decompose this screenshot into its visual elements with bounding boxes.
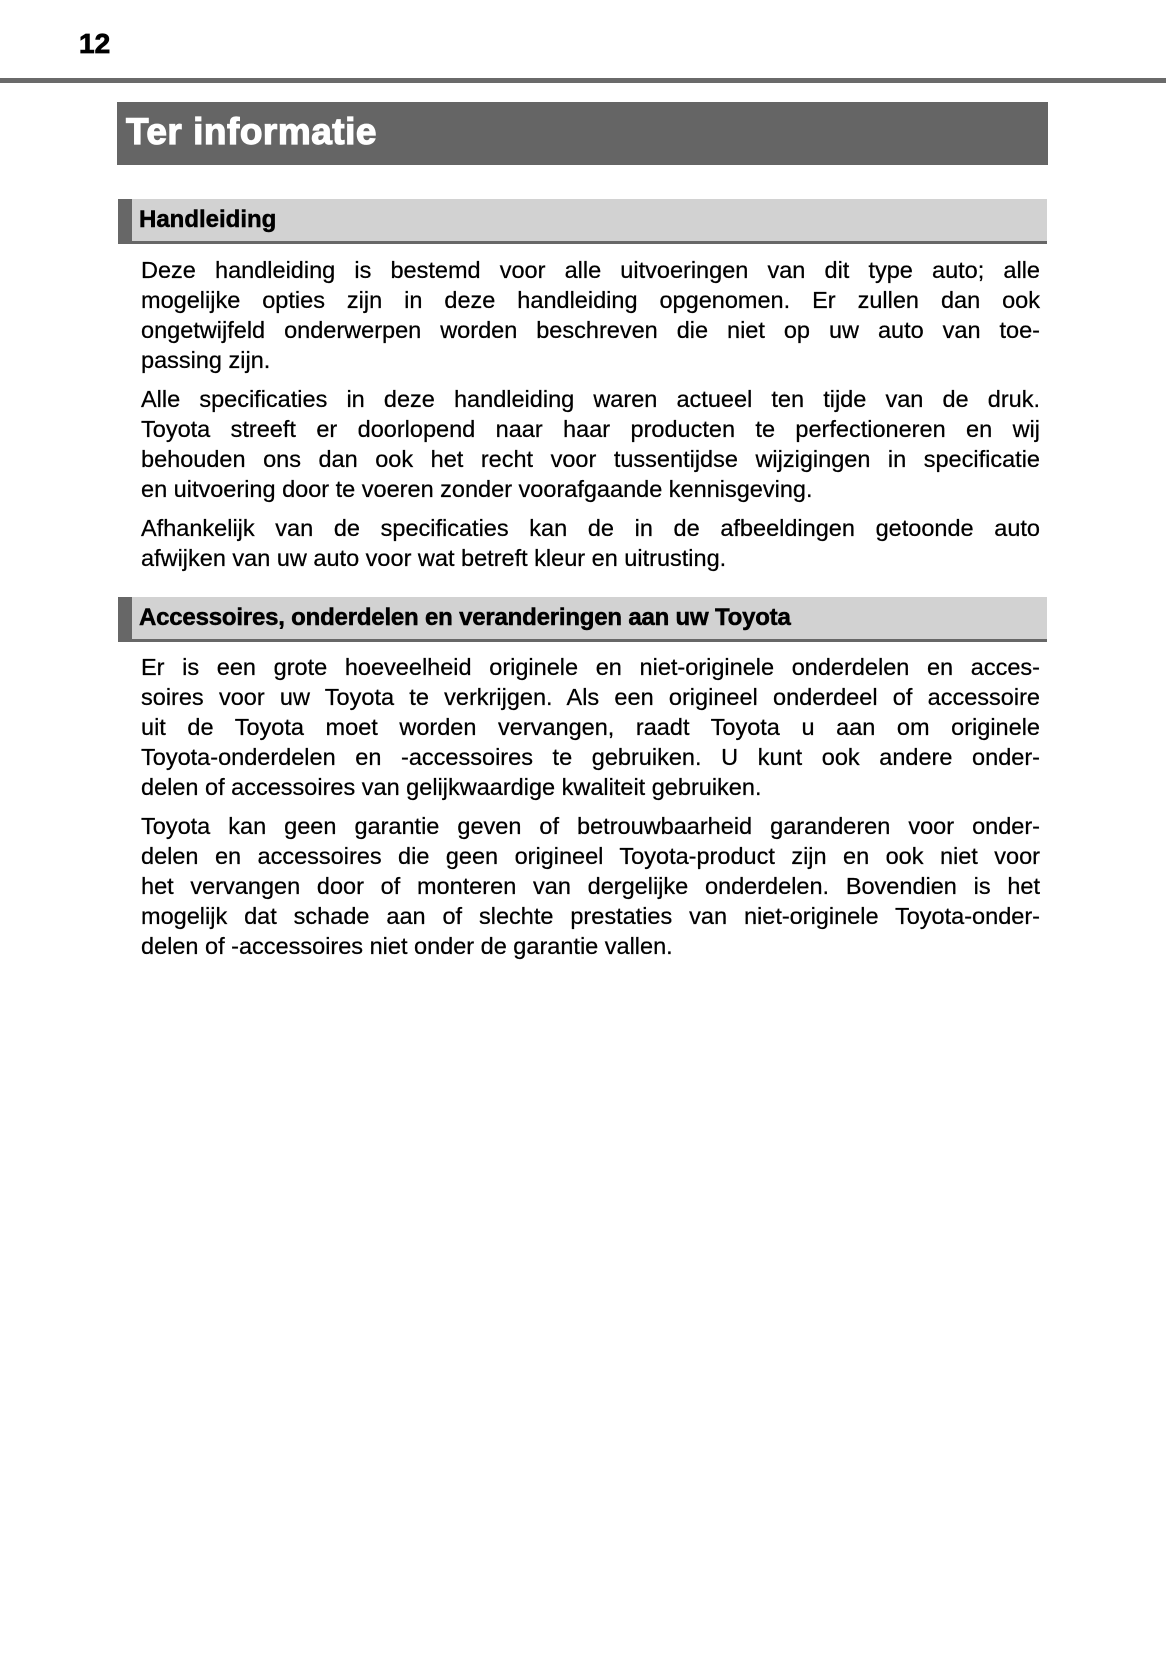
text-line: Er is een grote hoeveelheid originele en niet-originele onderdelen en acces- [141, 654, 1040, 680]
section-heading: Accessoires, onderdelen en veranderingen aan uw Toyota [139, 604, 791, 631]
text-line: mogelijk dat schade aan of slechte prestaties van niet-originele Toyota-onder- [141, 903, 1040, 929]
text-line: delen of -accessoires niet onder de garantie vallen. [141, 933, 673, 959]
paragraph [141, 811, 1040, 961]
text-line: en uitvoering door te voeren zonder voorafgaande kennisgeving. [141, 476, 813, 502]
paragraph [141, 513, 1040, 573]
text-line: behouden ons dan ook het recht voor tussentijdse wijzigingen in specificatie [141, 446, 1040, 472]
text-line: mogelijke opties zijn in deze handleiding opgenomen. Er zullen dan ook [141, 287, 1040, 313]
chapter-title-bar [117, 102, 1048, 165]
section-body-handleiding [141, 255, 1040, 582]
header-rule [0, 78, 1166, 83]
text-line: Toyota streeft er doorlopend naar haar producten te perfectioneren en wij [141, 416, 1040, 442]
text-line: Afhankelijk van de specificaties kan de in de afbeeldingen getoonde auto [141, 515, 1040, 541]
page-number: 12 [79, 28, 111, 59]
paragraph [141, 652, 1040, 802]
text-line: Toyota-onderdelen en -accessoires te gebruiken. U kunt ook andere onder- [141, 744, 1040, 770]
section-header-handleiding [118, 199, 1047, 244]
text-line: delen of accessoires van gelijkwaardige kwaliteit gebruiken. [141, 774, 762, 800]
text-line: Alle specificaties in deze handleiding waren actueel ten tijde van de druk. [141, 386, 1040, 412]
text-line: Deze handleiding is bestemd voor alle uitvoeringen van dit type auto; alle [141, 257, 1040, 283]
text-line: Toyota kan geen garantie geven of betrouwbaarheid garanderen voor onder- [141, 813, 1040, 839]
text-line: soires voor uw Toyota te verkrijgen. Als een origineel onderdeel of accessoire [141, 684, 1040, 710]
text-line: ongetwijfeld onderwerpen worden beschreven die niet op uw auto van toe- [141, 317, 1040, 343]
section-accent-bar [118, 597, 132, 639]
text-line: afwijken van uw auto voor wat betreft kleur en uitrusting. [141, 545, 727, 571]
section-header-accessoires [118, 597, 1047, 642]
text-line: delen en accessoires die geen origineel Toyota-product zijn en ook niet voor [141, 843, 1040, 869]
page-title: Ter informatie [126, 111, 377, 152]
paragraph [141, 255, 1040, 375]
paragraph [141, 384, 1040, 504]
section-accent-bar [118, 199, 132, 241]
text-line: passing zijn. [141, 347, 271, 373]
text-line: het vervangen door of monteren van dergelijke onderdelen. Bovendien is het [141, 873, 1040, 899]
text-line: uit de Toyota moet worden vervangen, raadt Toyota u aan om originele [141, 714, 1040, 740]
section-heading: Handleiding [139, 206, 277, 233]
section-body-accessoires [141, 652, 1040, 970]
